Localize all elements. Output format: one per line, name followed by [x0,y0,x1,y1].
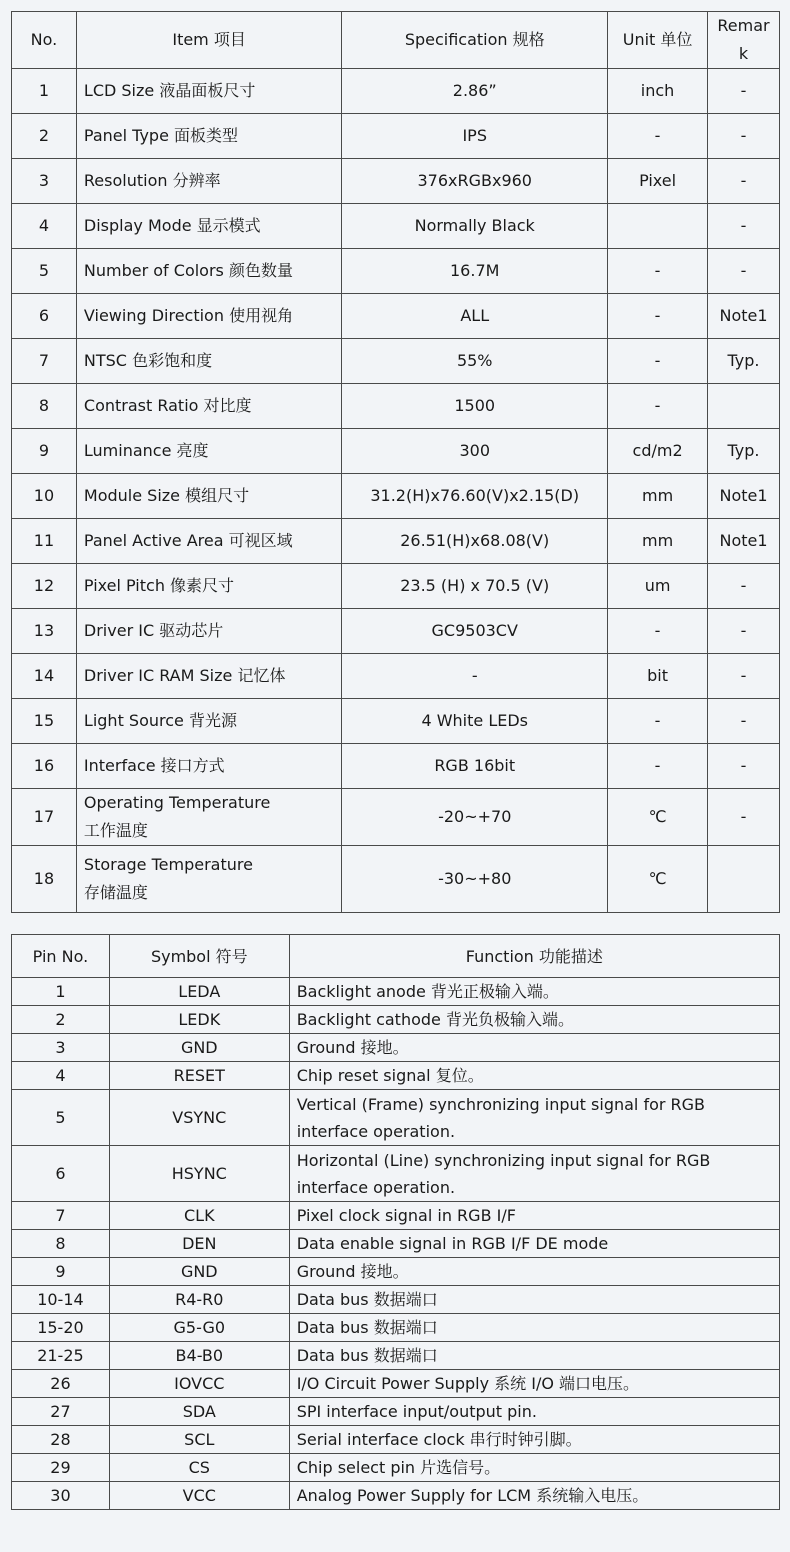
remark-value: Typ. [708,339,780,384]
table-row [12,1286,780,1314]
item-name: Driver IC RAM Size 记忆体 [76,654,341,699]
pin-function: Horizontal (Line) synchronizing input signal for RGB interface operation. [289,1146,779,1202]
pin-header-row [12,935,780,978]
header-unit: Unit 单位 [608,12,708,69]
pin-symbol: LEDA [109,978,289,1006]
remark-value: - [708,159,780,204]
table-row [12,339,780,384]
unit-value: cd/m2 [608,429,708,474]
pin-function: Ground 接地。 [289,1034,779,1062]
table-row [12,1090,780,1146]
table-row [12,1398,780,1426]
table-row [12,1062,780,1090]
row-number: 14 [12,654,77,699]
table-row [12,1034,780,1062]
table-row [12,384,780,429]
item-name: Operating Temperature 工作温度 [76,789,341,846]
table-row [12,789,780,846]
row-number: 2 [12,114,77,159]
pin-function: Chip select pin 片选信号。 [289,1454,779,1482]
unit-value: - [608,384,708,429]
item-name: Contrast Ratio 对比度 [76,384,341,429]
remark-value: - [708,564,780,609]
pin-function: I/O Circuit Power Supply 系统 I/O 端口电压。 [289,1370,779,1398]
remark-value: - [708,744,780,789]
remark-value: - [708,654,780,699]
row-number: 11 [12,519,77,564]
pin-symbol: DEN [109,1230,289,1258]
specification-value: 1500 [342,384,608,429]
pin-symbol: VSYNC [109,1090,289,1146]
pin-number: 27 [12,1398,110,1426]
pin-function: Data bus 数据端口 [289,1342,779,1370]
table-row [12,1370,780,1398]
unit-value: mm [608,474,708,519]
header-remark: Remar k [708,12,780,69]
remark-value: - [708,699,780,744]
pin-number: 10-14 [12,1286,110,1314]
pin-symbol: SDA [109,1398,289,1426]
remark-value: - [708,609,780,654]
item-name: Viewing Direction 使用视角 [76,294,341,339]
table-row [12,1006,780,1034]
unit-value: - [608,114,708,159]
table-row [12,519,780,564]
table-row [12,69,780,114]
header-item: Item 项目 [76,12,341,69]
remark-value: - [708,204,780,249]
table-row [12,1230,780,1258]
remark-value: - [708,789,780,846]
table-row [12,1426,780,1454]
unit-value: bit [608,654,708,699]
pin-number: 2 [12,1006,110,1034]
pin-number: 21-25 [12,1342,110,1370]
pin-symbol: HSYNC [109,1146,289,1202]
pin-symbol: B4-B0 [109,1342,289,1370]
remark-value: - [708,249,780,294]
pin-function: Ground 接地。 [289,1258,779,1286]
specification-value: IPS [342,114,608,159]
remark-value: - [708,114,780,159]
pin-number: 8 [12,1230,110,1258]
row-number: 17 [12,789,77,846]
unit-value: - [608,294,708,339]
table-row [12,429,780,474]
pin-number: 9 [12,1258,110,1286]
pin-symbol: CLK [109,1202,289,1230]
row-number: 9 [12,429,77,474]
item-name: Panel Type 面板类型 [76,114,341,159]
specification-value: 55% [342,339,608,384]
unit-value: inch [608,69,708,114]
remark-value [708,846,780,913]
row-number: 4 [12,204,77,249]
table-row [12,1202,780,1230]
pin-symbol: IOVCC [109,1370,289,1398]
remark-value: Note1 [708,294,780,339]
table-row [12,564,780,609]
table-row [12,204,780,249]
spec-header-row [12,12,780,69]
remark-value: Note1 [708,519,780,564]
item-name: Light Source 背光源 [76,699,341,744]
specification-value: -30~+80 [342,846,608,913]
pin-symbol: R4-R0 [109,1286,289,1314]
pin-function: Data bus 数据端口 [289,1314,779,1342]
table-row [12,846,780,913]
table-row [12,474,780,519]
remark-value: - [708,69,780,114]
specification-value: 4 White LEDs [342,699,608,744]
pin-number: 15-20 [12,1314,110,1342]
unit-value: ℃ [608,846,708,913]
pin-symbol: CS [109,1454,289,1482]
item-name: Number of Colors 颜色数量 [76,249,341,294]
table-row [12,159,780,204]
table-row [12,1314,780,1342]
pin-number: 29 [12,1454,110,1482]
remark-value [708,384,780,429]
row-number: 13 [12,609,77,654]
item-name: Driver IC 驱动芯片 [76,609,341,654]
header-specification: Specification 规格 [342,12,608,69]
item-name: Display Mode 显示模式 [76,204,341,249]
item-name: Panel Active Area 可视区域 [76,519,341,564]
pin-function: Pixel clock signal in RGB I/F [289,1202,779,1230]
pin-function: Backlight cathode 背光负极输入端。 [289,1006,779,1034]
remark-value: Typ. [708,429,780,474]
table-row [12,1454,780,1482]
table-row [12,1342,780,1370]
unit-value: mm [608,519,708,564]
specification-value: 16.7M [342,249,608,294]
table-row [12,1146,780,1202]
pin-number: 30 [12,1482,110,1510]
pin-function: SPI interface input/output pin. [289,1398,779,1426]
specification-value: Normally Black [342,204,608,249]
pin-symbol: G5-G0 [109,1314,289,1342]
unit-value: - [608,249,708,294]
row-number: 15 [12,699,77,744]
pin-function: Serial interface clock 串行时钟引脚。 [289,1426,779,1454]
pin-function: Backlight anode 背光正极输入端。 [289,978,779,1006]
row-number: 6 [12,294,77,339]
row-number: 10 [12,474,77,519]
specification-value: RGB 16bit [342,744,608,789]
table-row [12,744,780,789]
item-name: Pixel Pitch 像素尺寸 [76,564,341,609]
row-number: 7 [12,339,77,384]
specification-value: 2.86” [342,69,608,114]
table-row [12,654,780,699]
unit-value: ℃ [608,789,708,846]
row-number: 3 [12,159,77,204]
specification-value: 376xRGBx960 [342,159,608,204]
pin-symbol: SCL [109,1426,289,1454]
pin-function: Vertical (Frame) synchronizing input signal for RGB interface operation. [289,1090,779,1146]
unit-value: Pixel [608,159,708,204]
unit-value: - [608,744,708,789]
table-row [12,609,780,654]
pin-function: Data bus 数据端口 [289,1286,779,1314]
table-row [12,1258,780,1286]
pin-number: 28 [12,1426,110,1454]
specification-value: ALL [342,294,608,339]
item-name: NTSC 色彩饱和度 [76,339,341,384]
row-number: 18 [12,846,77,913]
item-name: Storage Temperature 存储温度 [76,846,341,913]
header-pin-no: Pin No. [12,935,110,978]
item-name: Module Size 模组尺寸 [76,474,341,519]
pin-number: 4 [12,1062,110,1090]
table-row [12,114,780,159]
pin-number: 1 [12,978,110,1006]
header-function: Function 功能描述 [289,935,779,978]
item-name: LCD Size 液晶面板尺寸 [76,69,341,114]
pin-symbol: LEDK [109,1006,289,1034]
table-row [12,978,780,1006]
item-name: Luminance 亮度 [76,429,341,474]
pin-number: 26 [12,1370,110,1398]
pin-number: 6 [12,1146,110,1202]
header-no: No. [12,12,77,69]
specification-value: - [342,654,608,699]
pin-function: Data enable signal in RGB I/F DE mode [289,1230,779,1258]
pin-number: 5 [12,1090,110,1146]
pin-number: 7 [12,1202,110,1230]
table-row [12,294,780,339]
unit-value: um [608,564,708,609]
row-number: 8 [12,384,77,429]
unit-value: - [608,609,708,654]
unit-value [608,204,708,249]
item-name: Interface 接口方式 [76,744,341,789]
pin-assignment-table [11,934,780,1510]
remark-value: Note1 [708,474,780,519]
pin-function: Analog Power Supply for LCM 系统输入电压。 [289,1482,779,1510]
table-row [12,1482,780,1510]
pin-function: Chip reset signal 复位。 [289,1062,779,1090]
table-row [12,699,780,744]
header-symbol: Symbol 符号 [109,935,289,978]
item-name: Resolution 分辨率 [76,159,341,204]
unit-value: - [608,339,708,384]
unit-value: - [608,699,708,744]
specification-value: 31.2(H)x76.60(V)x2.15(D) [342,474,608,519]
pin-number: 3 [12,1034,110,1062]
row-number: 12 [12,564,77,609]
pin-symbol: VCC [109,1482,289,1510]
pin-symbol: RESET [109,1062,289,1090]
pin-symbol: GND [109,1034,289,1062]
specification-value: 23.5 (H) x 70.5 (V) [342,564,608,609]
row-number: 1 [12,69,77,114]
row-number: 16 [12,744,77,789]
specification-value: 300 [342,429,608,474]
specification-value: 26.51(H)x68.08(V) [342,519,608,564]
row-number: 5 [12,249,77,294]
table-row [12,249,780,294]
pin-symbol: GND [109,1258,289,1286]
specification-table [11,11,780,913]
specification-value: GC9503CV [342,609,608,654]
specification-value: -20~+70 [342,789,608,846]
